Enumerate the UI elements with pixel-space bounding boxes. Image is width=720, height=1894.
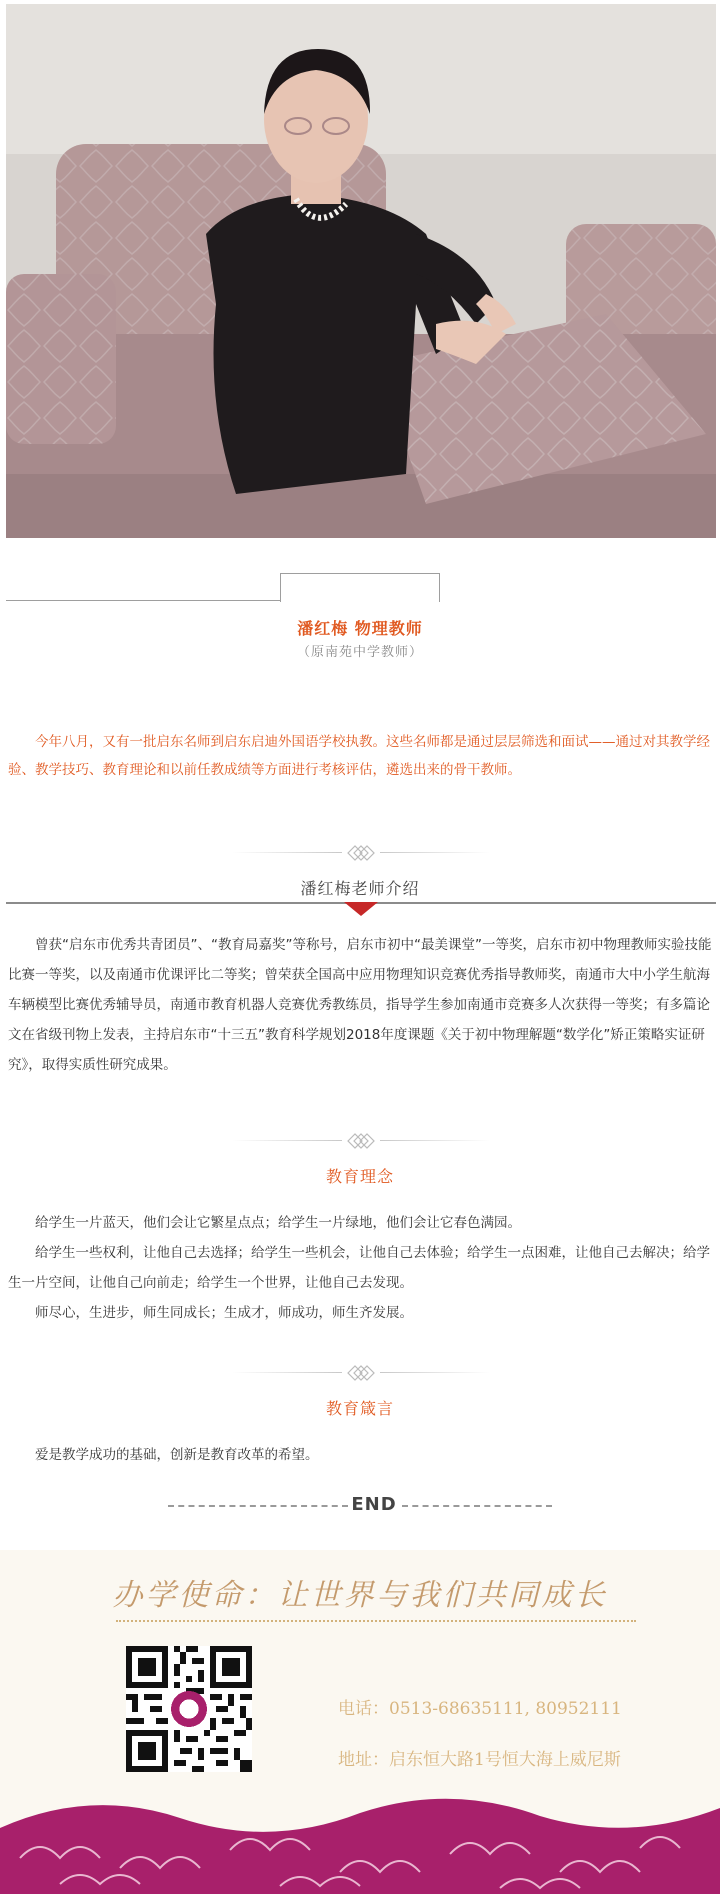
- philosophy-paragraph: 师尽心，生进步，师生同成长；生成才，师成功，师生齐发展。: [35, 1305, 413, 1321]
- teacher-name: 潘红梅 物理教师: [297, 619, 423, 638]
- header-rule-left: [6, 600, 280, 601]
- diamond-ornament-icon: [344, 842, 378, 864]
- motto-paragraph: 爱是教学成功的基础，创新是教育改革的希望。: [35, 1447, 319, 1463]
- footer-address: 地址：启东恒大路1号恒大海上威尼斯: [338, 1750, 621, 1770]
- philosophy-paragraph: 给学生一片蓝天，他们会让它繁星点点；给学生一片绿地，他们会让它春色满园。: [35, 1215, 521, 1231]
- end-marker: [0, 1494, 720, 1518]
- qr-code-icon: [126, 1646, 252, 1772]
- wave-pattern-decoration: [0, 1788, 720, 1894]
- section-divider: [0, 1130, 720, 1152]
- bio-paragraph: 曾获“启东市优秀共青团员”、“教育局嘉奖”等称号，启东市初中“最美课堂”一等奖，启东市初中物理教师实验技能比赛一等奖，以及南通市优课评比二等奖；曾荣获全国高中应用物理知识竞赛优秀指导教师奖，南通市大中小学生航海车辆模型比赛优秀辅导员，南通市教育机器人竞赛优秀教练员，指导学生参加南通市竞赛多人次获得一等奖；有多篇论文在省级刊物上发表，主持启东市“十三五”教育科学规划2018年度课题《关于初中物理解题“数学化”矫正策略实证研究》，取得实质性研究成果。: [8, 937, 712, 1073]
- section-divider: [0, 1362, 720, 1384]
- end-label: END: [351, 1494, 397, 1515]
- diamond-ornament-icon: [344, 1130, 378, 1152]
- teacher-photo: [6, 4, 716, 538]
- footer-phone: 电话：0513-68635111, 80952111: [338, 1699, 622, 1719]
- intro-paragraph: 今年八月，又有一批启东名师到启东启迪外国语学校执教。这些名师都是通过层层筛选和面试——通过对其教学经验、教学技巧、教育理论和以前任教成绩等方面进行考核评估，遴选出来的骨干教师。: [8, 734, 710, 778]
- section-philosophy-title: 教育理念: [325, 1167, 394, 1186]
- mission-dotted-rule: [116, 1620, 636, 1622]
- diamond-ornament-icon: [344, 1362, 378, 1384]
- section-intro-title: 潘红梅老师介绍: [300, 879, 420, 898]
- mission-slogan: 办学使命：让世界与我们共同成长: [112, 1578, 608, 1613]
- down-triangle-icon: [344, 902, 378, 916]
- philosophy-text: [8, 1208, 714, 1328]
- motto-text: [8, 1440, 714, 1470]
- section-divider: [0, 842, 720, 864]
- teacher-subtitle: （原南苑中学教师）: [296, 645, 423, 660]
- section-motto-title: 教育箴言: [325, 1399, 394, 1418]
- philosophy-paragraph: 给学生一些权利，让他自己去选择；给学生一些机会，让他自己去体验；给学生一点困难，让他自己去解决；给学生一片空间，让他自己向前走；给学生一个世界，让他自己去发现。: [8, 1245, 710, 1291]
- header-tab-frame: [280, 573, 440, 602]
